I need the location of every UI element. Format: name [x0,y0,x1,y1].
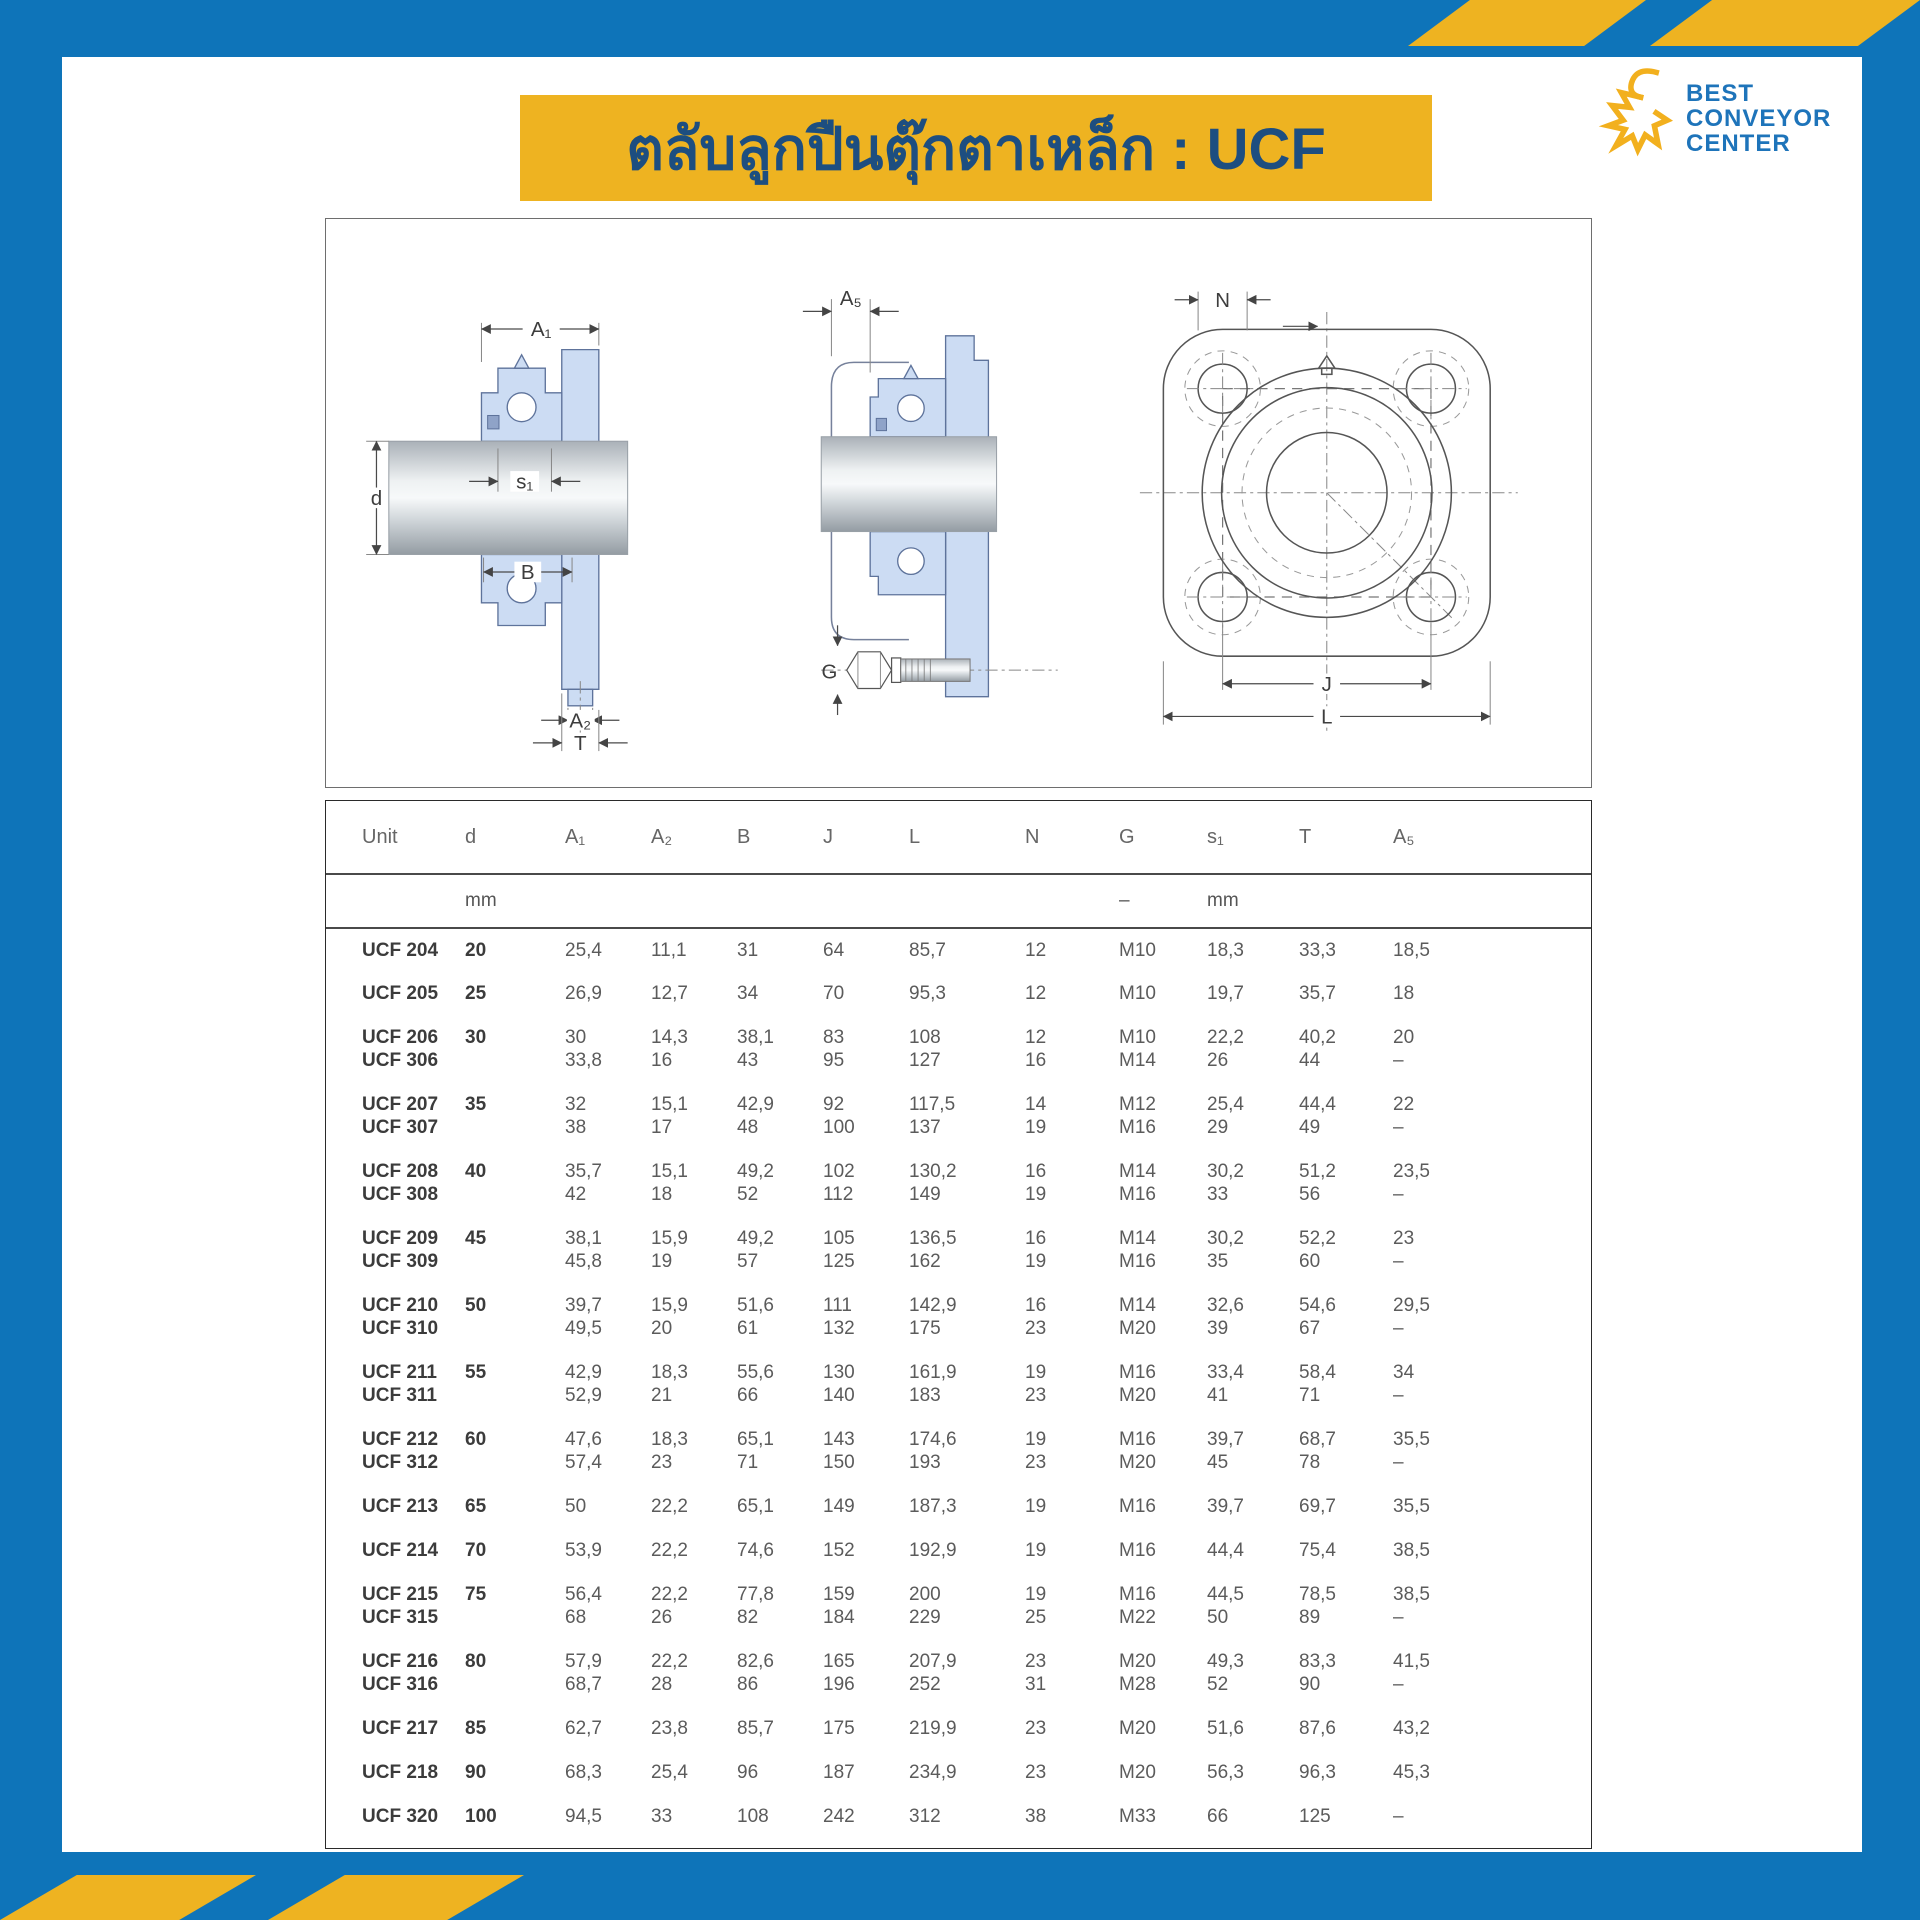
table-cell: 16 19 [1025,1228,1047,1272]
model-cell: UCF 209 UCF 309 [362,1228,439,1272]
table-cell: M33 [1119,1806,1156,1827]
table-row [326,1485,1591,1529]
table-row [326,928,1591,972]
table-cell: 96 [737,1762,759,1783]
column-header: N [1024,801,1118,874]
table-cell: 65,1 71 [737,1429,774,1473]
table-cell: 20 – [1393,1027,1415,1071]
table-cell: 44,5 50 [1207,1584,1244,1628]
units-cell [650,874,736,928]
table-cell: 23 – [1393,1228,1415,1272]
table-cell: 33 [651,1806,673,1827]
bore-diameter-cell: 85 [465,1718,487,1739]
table-cell: 87,6 [1299,1718,1336,1739]
table-cell: 22,2 [651,1496,688,1517]
spec-table-head-row [326,801,1591,874]
table-cell: 52,2 60 [1299,1228,1336,1272]
table-cell: M12 M16 [1119,1094,1156,1138]
table-cell: 32 38 [565,1094,587,1138]
model-cell: UCF 214 [362,1540,439,1561]
table-cell: 47,6 57,4 [565,1429,602,1473]
column-header: J [822,801,908,874]
table-cell: 142,9 175 [909,1295,957,1339]
units-cell [1392,874,1591,928]
table-cell: 130,2 149 [909,1161,957,1205]
table-cell: 16 23 [1025,1295,1047,1339]
table-cell: 143 150 [823,1429,855,1473]
table-cell: 54,6 67 [1299,1295,1336,1339]
model-cell: UCF 218 [362,1762,439,1783]
table-cell: 68,7 78 [1299,1429,1336,1473]
table-cell: – [1393,1806,1404,1827]
table-cell: 23,5 – [1393,1161,1430,1205]
table-cell: 33,4 41 [1207,1362,1244,1406]
table-row [326,1016,1591,1083]
table-cell: 70 [823,983,845,1004]
table-cell: 39,7 [1207,1496,1244,1517]
table-cell: 22,2 26 [1207,1027,1244,1071]
table-cell: 35,5 – [1393,1429,1430,1473]
table-cell: 49,2 57 [737,1228,774,1272]
column-header: A₁ [564,801,650,874]
table-cell: 44,4 [1207,1540,1244,1561]
bore-diameter-cell: 60 [465,1429,487,1450]
model-cell: UCF 210 UCF 310 [362,1295,439,1339]
table-cell: 39,7 49,5 [565,1295,602,1339]
table-cell: 30,2 33 [1207,1161,1244,1205]
units-cell [1024,874,1118,928]
column-header: Unit [326,801,464,874]
table-cell: 25,4 [565,940,602,961]
table-cell: 31 [737,940,759,961]
dim-label-g: G [820,661,837,684]
table-cell: 50 [565,1496,587,1517]
table-row [326,1751,1591,1795]
table-cell: 25,4 29 [1207,1094,1244,1138]
table-cell: M14 M16 [1119,1228,1156,1272]
table-cell: 19 [1025,1496,1047,1517]
side-section-drawing [360,249,710,757]
table-cell: 62,7 [565,1718,602,1739]
table-cell: 175 [823,1718,855,1739]
bore-diameter-cell: 30 [465,1027,487,1048]
bore-diameter-cell: 90 [465,1762,487,1783]
table-cell: 65,1 [737,1496,774,1517]
dim-label-b: B [520,561,535,585]
table-cell: 18 [1393,983,1415,1004]
table-cell: 29,5 – [1393,1295,1430,1339]
table-cell: M10 M14 [1119,1027,1156,1071]
table-row [326,1418,1591,1485]
table-cell: 15,1 17 [651,1094,688,1138]
table-cell: 56,4 68 [565,1584,602,1628]
table-cell: M16 M20 [1119,1429,1156,1473]
dim-label-t: T [574,732,587,756]
table-cell: 23 [1025,1718,1047,1739]
table-cell: 165 196 [823,1651,855,1695]
table-cell: 16 19 [1025,1161,1047,1205]
table-cell: 18,3 [1207,940,1244,961]
table-cell: 34 [737,983,759,1004]
table-cell: 57,9 68,7 [565,1651,602,1695]
table-cell: 23 31 [1025,1651,1047,1695]
column-header: B [736,801,822,874]
table-row [326,1351,1591,1418]
table-cell: 111 132 [823,1295,855,1339]
units-cell [1298,874,1392,928]
table-cell: 12 16 [1025,1027,1047,1071]
model-cell: UCF 206 UCF 306 [362,1027,439,1071]
units-cell: – [1118,874,1206,928]
table-cell: 42,9 48 [737,1094,774,1138]
model-cell: UCF 320 [362,1806,439,1827]
table-cell: 39,7 45 [1207,1429,1244,1473]
table-row [326,1573,1591,1640]
table-cell: 51,6 61 [737,1295,774,1339]
table-cell: 38,1 45,8 [565,1228,602,1272]
units-cell [822,874,908,928]
table-cell: 19 23 [1025,1429,1047,1473]
table-cell: 136,5 162 [909,1228,957,1272]
table-cell: 12 [1025,983,1047,1004]
top-right-stripe-2 [1650,0,1920,46]
spec-table-units-row [326,874,1591,928]
table-cell: 96,3 [1299,1762,1336,1783]
table-cell: 58,4 71 [1299,1362,1336,1406]
dim-label-a2: A₂ [569,709,592,733]
table-cell: 75,4 [1299,1540,1336,1561]
table-cell: 40,2 44 [1299,1027,1336,1071]
side-profile-drawing [756,258,1072,748]
table-cell: M14 M16 [1119,1161,1156,1205]
top-right-stripe-1 [1408,0,1646,46]
table-cell: 85,7 [909,940,946,961]
table-cell: 200 229 [909,1584,941,1628]
logo-goat-icon [1590,65,1682,157]
table-cell: 108 127 [909,1027,941,1071]
bore-diameter-cell: 40 [465,1161,487,1182]
table-cell: 117,5 137 [909,1094,956,1138]
spec-table-panel [325,800,1592,1849]
logo-line-3: CENTER [1686,130,1791,157]
table-cell: M20 [1119,1762,1156,1783]
table-cell: 38 [1025,1806,1047,1827]
table-cell: 77,8 82 [737,1584,774,1628]
table-cell: 83,3 90 [1299,1651,1336,1695]
column-header: L [908,801,1024,874]
bore-diameter-cell: 100 [465,1806,497,1827]
bore-diameter-cell: 65 [465,1496,487,1517]
table-cell: 82,6 86 [737,1651,774,1695]
table-row [326,1529,1591,1573]
table-row [326,1284,1591,1351]
table-cell: 19,7 [1207,983,1244,1004]
table-cell: 64 [823,940,845,961]
table-cell: 38,5 [1393,1540,1430,1561]
table-cell: 105 125 [823,1228,855,1272]
table-cell: M14 M20 [1119,1295,1156,1339]
units-cell [326,874,464,928]
model-cell: UCF 211 UCF 311 [362,1362,437,1406]
table-cell: 12 [1025,940,1047,961]
bore-diameter-cell: 80 [465,1651,487,1672]
table-cell: 22,2 [651,1540,688,1561]
logo-line-1: BEST [1686,80,1755,107]
model-cell: UCF 207 UCF 307 [362,1094,439,1138]
table-cell: 43,2 [1393,1718,1430,1739]
front-view-drawing [1117,263,1557,743]
table-cell: 161,9 183 [909,1362,957,1406]
bearing-section-shapes [389,350,628,749]
table-cell: 66 [1207,1806,1229,1827]
dim-label-j: J [1321,673,1332,696]
units-cell [736,874,822,928]
table-cell: 174,6 193 [909,1429,957,1473]
dim-n [1175,290,1271,330]
table-row [326,1795,1591,1839]
table-cell: 19 25 [1025,1584,1047,1628]
table-cell: 83 95 [823,1027,845,1071]
table-cell: M10 [1119,983,1156,1004]
table-cell: 234,9 [909,1762,957,1783]
table-cell: 95,3 [909,983,946,1004]
table-row [326,1640,1591,1707]
table-row [326,972,1591,1016]
table-cell: M20 M28 [1119,1651,1156,1695]
bore-diameter-cell: 50 [465,1295,487,1316]
table-cell: 94,5 [565,1806,602,1827]
table-cell: 38,5 – [1393,1584,1430,1628]
table-cell: 45,3 [1393,1762,1430,1783]
table-cell: 18,3 23 [651,1429,688,1473]
model-cell: UCF 212 UCF 312 [362,1429,439,1473]
column-header: A₂ [650,801,736,874]
table-cell: 19 23 [1025,1362,1047,1406]
table-cell: 108 [737,1806,769,1827]
bottom-left-stripe-2 [268,1875,524,1920]
table-cell: 44,4 49 [1299,1094,1336,1138]
bore-diameter-cell: 70 [465,1540,487,1561]
table-cell: 51,2 56 [1299,1161,1336,1205]
table-cell: 187 [823,1762,855,1783]
model-cell: UCF 216 UCF 316 [362,1651,439,1695]
logo-text [1686,65,1831,156]
table-cell: 35,5 [1393,1496,1430,1517]
table-cell: 85,7 [737,1718,774,1739]
table-cell: 19 [1025,1540,1047,1561]
company-logo [1590,65,1831,157]
model-cell: UCF 205 [362,983,439,1004]
table-cell: 26,9 [565,983,602,1004]
column-header: T [1298,801,1392,874]
table-cell: 34 – [1393,1362,1415,1406]
units-cell: mm [464,874,564,928]
column-header: G [1118,801,1206,874]
table-cell: 15,9 20 [651,1295,688,1339]
units-cell [908,874,1024,928]
table-cell: 23 [1025,1762,1047,1783]
table-cell: 69,7 [1299,1496,1336,1517]
table-cell: 130 140 [823,1362,855,1406]
table-cell: 30,2 35 [1207,1228,1244,1272]
model-cell: UCF 215 UCF 315 [362,1584,439,1628]
table-cell: 33,3 [1299,940,1336,961]
title-banner [520,95,1432,201]
dim-g [821,625,837,715]
table-cell: 15,1 18 [651,1161,688,1205]
flange-front-shapes [1140,312,1518,735]
bore-diameter-cell: 55 [465,1362,487,1383]
table-cell: 15,9 19 [651,1228,688,1272]
table-cell: 56,3 [1207,1762,1244,1783]
table-cell: 38,1 43 [737,1027,774,1071]
table-cell: M10 [1119,940,1156,961]
table-cell: 22 – [1393,1094,1415,1138]
table-cell: 18,5 [1393,940,1430,961]
table-cell: 207,9 252 [909,1651,957,1695]
model-cell: UCF 217 [362,1718,439,1739]
table-cell: 78,5 89 [1299,1584,1336,1628]
bore-diameter-cell: 45 [465,1228,487,1249]
model-cell: UCF 204 [362,940,439,961]
table-row [326,1150,1591,1217]
technical-drawings-panel [325,218,1592,788]
dim-label-l: L [1321,706,1333,729]
table-cell: 159 184 [823,1584,855,1628]
model-cell: UCF 213 [362,1496,439,1517]
dim-label-n: N [1215,289,1230,312]
table-cell: 51,6 [1207,1718,1244,1739]
table-cell: 74,6 [737,1540,774,1561]
page-title: ตลับลูกปืนตุ๊กตาเหล็ก : UCF [626,116,1326,182]
table-cell: 102 112 [823,1161,855,1205]
table-cell: 49,2 52 [737,1161,774,1205]
table-cell: 35,7 42 [565,1161,602,1205]
table-cell: 219,9 [909,1718,957,1739]
table-cell: 23,8 [651,1718,688,1739]
table-cell: 149 [823,1496,855,1517]
table-cell: 53,9 [565,1540,602,1561]
table-cell: 49,3 52 [1207,1651,1244,1695]
table-cell: 41,5 – [1393,1651,1430,1695]
dim-a5 [802,288,898,372]
table-cell: 18,3 21 [651,1362,688,1406]
dim-label-a1: A₁ [530,318,552,342]
table-cell: 192,9 [909,1540,957,1561]
table-cell: 125 [1299,1806,1331,1827]
table-cell: 14 19 [1025,1094,1047,1138]
logo-line-2: CONVEYOR [1686,105,1832,132]
table-cell: 55,6 66 [737,1362,774,1406]
table-row [326,1083,1591,1150]
table-cell: 14,3 16 [651,1027,688,1071]
dim-a2 [541,708,619,733]
bottom-left-stripe-1 [0,1875,256,1920]
table-cell: 187,3 [909,1496,957,1517]
units-cell [564,874,650,928]
bore-diameter-cell: 20 [465,940,487,961]
bore-diameter-cell: 25 [465,983,487,1004]
table-cell: M20 [1119,1718,1156,1739]
table-cell: 68,3 [565,1762,602,1783]
bore-diameter-cell: 35 [465,1094,487,1115]
bearing-profile-shapes [821,336,1057,697]
table-cell: M16 [1119,1540,1156,1561]
column-header: d [464,801,564,874]
table-cell: 11,1 [651,940,687,961]
table-row [326,1217,1591,1284]
units-cell: mm [1206,874,1298,928]
table-cell: 35,7 [1299,983,1336,1004]
content-panel [62,57,1862,1852]
table-cell: 312 [909,1806,941,1827]
table-cell: 12,7 [651,983,688,1004]
table-cell: 92 100 [823,1094,855,1138]
model-cell: UCF 208 UCF 308 [362,1161,439,1205]
table-cell: 242 [823,1806,855,1827]
column-header: A₅ [1392,801,1591,874]
dim-d [365,441,389,554]
table-cell: 22,2 28 [651,1651,688,1695]
table-cell: 30 33,8 [565,1027,602,1071]
column-header: s₁ [1206,801,1298,874]
table-cell: M16 M20 [1119,1362,1156,1406]
table-cell: M16 [1119,1496,1156,1517]
spec-table-body [326,928,1591,1839]
dim-label-a5: A₅ [839,288,862,311]
table-cell: 22,2 26 [651,1584,688,1628]
table-cell: 42,9 52,9 [565,1362,602,1406]
bore-diameter-cell: 75 [465,1584,487,1605]
table-row [326,1707,1591,1751]
table-cell: 25,4 [651,1762,688,1783]
table-cell: 152 [823,1540,855,1561]
dim-label-d: d [370,487,383,511]
table-cell: M16 M22 [1119,1584,1156,1628]
table-cell: 32,6 39 [1207,1295,1244,1339]
dim-label-s1: s₁ [516,470,534,494]
spec-table [326,801,1591,1839]
